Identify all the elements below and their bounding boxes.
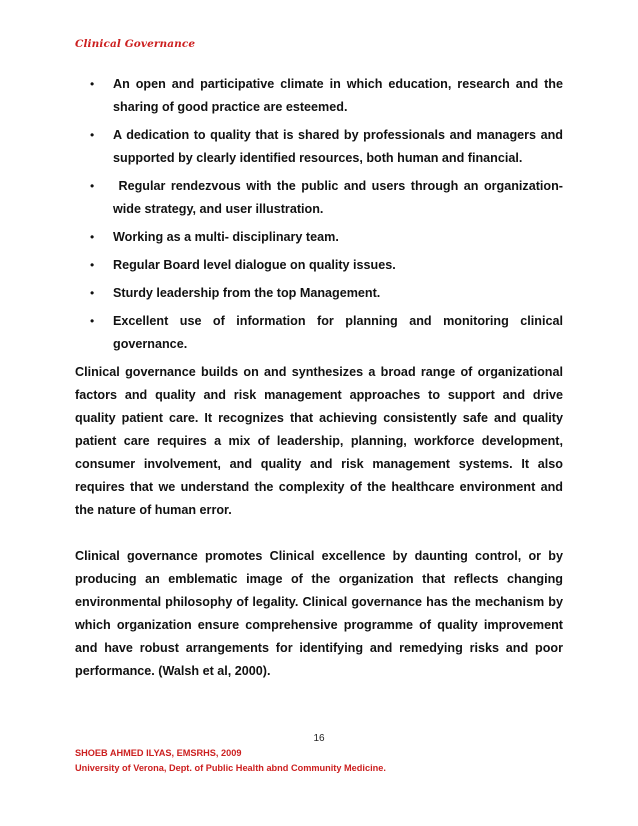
footer-institution — [75, 763, 386, 773]
list-item-text: Excellent use of information for planning and monitoring clinical governance. — [113, 314, 563, 351]
bullet-icon: • — [90, 128, 95, 142]
body-paragraph-clinical-governance-definition: Clinical governance builds on and synthesizes a broad range of organizational factors and quality and risk management approaches to support and drive quality patient care. It recognizes that achieving consistently safe and quality patient care requires a mix of leadership, planning, workforce development, consumer involvement, and quality and risk management systems. It also requires that we understand the complexity of the healthcare environment and the nature of human error. — [75, 365, 563, 517]
list-item-text: A dedication to quality that is shared by professionals and managers and supported by clearly identified resources, both human and financial. — [113, 128, 563, 165]
footer-author: SHOEB AHMED ILYAS, EMSRHS, 2009 — [75, 748, 242, 758]
list-item — [75, 310, 563, 356]
bullet-icon: • — [90, 77, 95, 91]
list-item — [75, 73, 563, 119]
bullet-icon: • — [90, 230, 95, 244]
body-paragraph-clinical-excellence: Clinical governance promotes Clinical excellence by daunting control, or by producing an emblematic image of the organization that reflects changing environmental philosophy of legality. Clinical governance has the mechanism by which organization ensure comprehensive programme of quality improvement and have robust arrangements for identifying and remedying risks and poor performance. (Walsh et al, 2000). — [75, 549, 563, 678]
list-item — [75, 124, 563, 170]
list-item-text: Regular Board level dialogue on quality issues. — [113, 258, 396, 272]
list-item — [75, 175, 563, 221]
list-item-text: Working as a multi- disciplinary team. — [113, 230, 339, 244]
bullet-icon: • — [90, 286, 95, 300]
quality-features-list — [75, 73, 563, 356]
list-item-text: Regular rendezvous with the public and users through an organization-wide strategy, and user illustration. — [113, 179, 563, 216]
list-item — [75, 282, 563, 305]
list-item-text: Sturdy leadership from the top Management. — [113, 286, 381, 300]
list-item — [75, 254, 563, 277]
page-number: 16 — [313, 733, 325, 744]
running-header-title: Clinical Governance — [75, 38, 196, 50]
footer-institution-name: University of Verona, Dept. of Public Health abnd Community Medicine — [75, 763, 384, 773]
bullet-icon: • — [90, 258, 95, 272]
list-item — [75, 226, 563, 249]
page-body — [75, 73, 563, 683]
bullet-icon: • — [90, 314, 95, 328]
list-item-text: An open and participative climate in which education, research and the sharing of good practice are esteemed. — [113, 77, 563, 114]
footer-institution-period: . — [383, 763, 386, 773]
bullet-icon: • — [90, 179, 95, 193]
